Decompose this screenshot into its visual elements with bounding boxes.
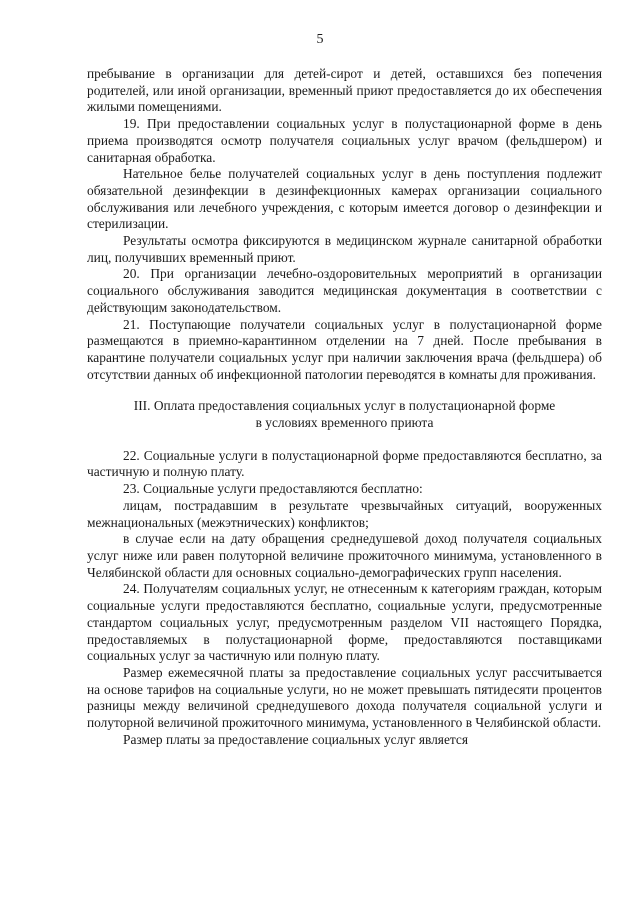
- section-heading: [87, 398, 602, 431]
- page-number: 5: [316, 32, 324, 47]
- paragraph-21: 21. Поступающие получатели социальных услуг в полустационарной форме размещаются в приемно-карантинном отделении на 7 дней. После пребывания в карантине получатели социальных услуг при наличии заключения врача (фельдшера) об отсутствии данных об инфекционной патологии переводятся в комнаты для проживания.: [87, 316, 602, 382]
- paragraph-24-fee-calc: Размер ежемесячной платы за предоставление социальных услуг рассчитывается на основе тарифов на социальные услуги, но не может превышать пятидесяти процентов разницы между величиной среднедушевого дохода получателя социальной услуги и полуторной величиной прожиточного минимума, установленного в Челябинской области.: [87, 664, 602, 731]
- paragraph-23-item-2: в случае если на дату обращения среднедушевой доход получателя социальных услуг ниже или равен полуторной величине прожиточного минимума, установленного в Челябинской области для основных социально-демографических групп населения.: [87, 531, 602, 580]
- paragraph-19: 19. При предоставлении социальных услуг в полустационарной форме в день приема производятся осмотр получателя социальных услуг врачом (фельдшером) и санитарная обработка.: [87, 116, 602, 165]
- paragraph-24-fee-size: Размер платы за предоставление социальных услуг является: [123, 731, 469, 747]
- section-heading-line-2: в условиях временного приюта: [255, 415, 434, 431]
- paragraph-20: 20. При организации лечебно-оздоровительных мероприятий в организации социального обслуживания заводится медицинская документация в соответствии с действующим законодательством.: [87, 266, 602, 315]
- section-heading-line-1: III. Оплата предоставления социальных услуг в полустационарной форме: [133, 398, 556, 414]
- document-body: [87, 66, 602, 748]
- paragraph-23-item-1: лицам, пострадавшим в результате чрезвычайных ситуаций, вооруженных межнациональных (межэтнических) конфликтов;: [87, 497, 602, 530]
- paragraph-19-results: Результаты осмотра фиксируются в медицинском журнале санитарной обработки лиц, получивших временный приют.: [87, 233, 602, 265]
- paragraph-23: 23. Социальные услуги предоставляются бесплатно:: [123, 481, 423, 497]
- paragraph-22: 22. Социальные услуги в полустационарной форме предоставляются бесплатно, за частичную и полную плату.: [87, 447, 602, 480]
- paragraph-24: 24. Получателям социальных услуг, не отнесенным к категориям граждан, которым социальные услуги предоставляются бесплатно, социальные услуги, предусмотренные стандартом социальных услуг, предусмотренным разделом VII настоящего Порядка, предоставляемых в полустационарной форме, предоставляются поставщиками социальных услуг за частичную или полную плату.: [87, 581, 602, 664]
- paragraph-19-linen: Нательное белье получателей социальных услуг в день поступления подлежит обязательной дезинфекции в дезинфекционных камерах организации социального обслуживания или лечебного учреждения, с которым имеется договор о дезинфекции и стерилизации.: [87, 166, 602, 232]
- paragraph-continuation: пребывание в организации для детей-сирот и детей, оставшихся без попечения родителей, или иной организации, временный приют предоставляется до их обеспечения жилыми помещениями.: [87, 66, 602, 115]
